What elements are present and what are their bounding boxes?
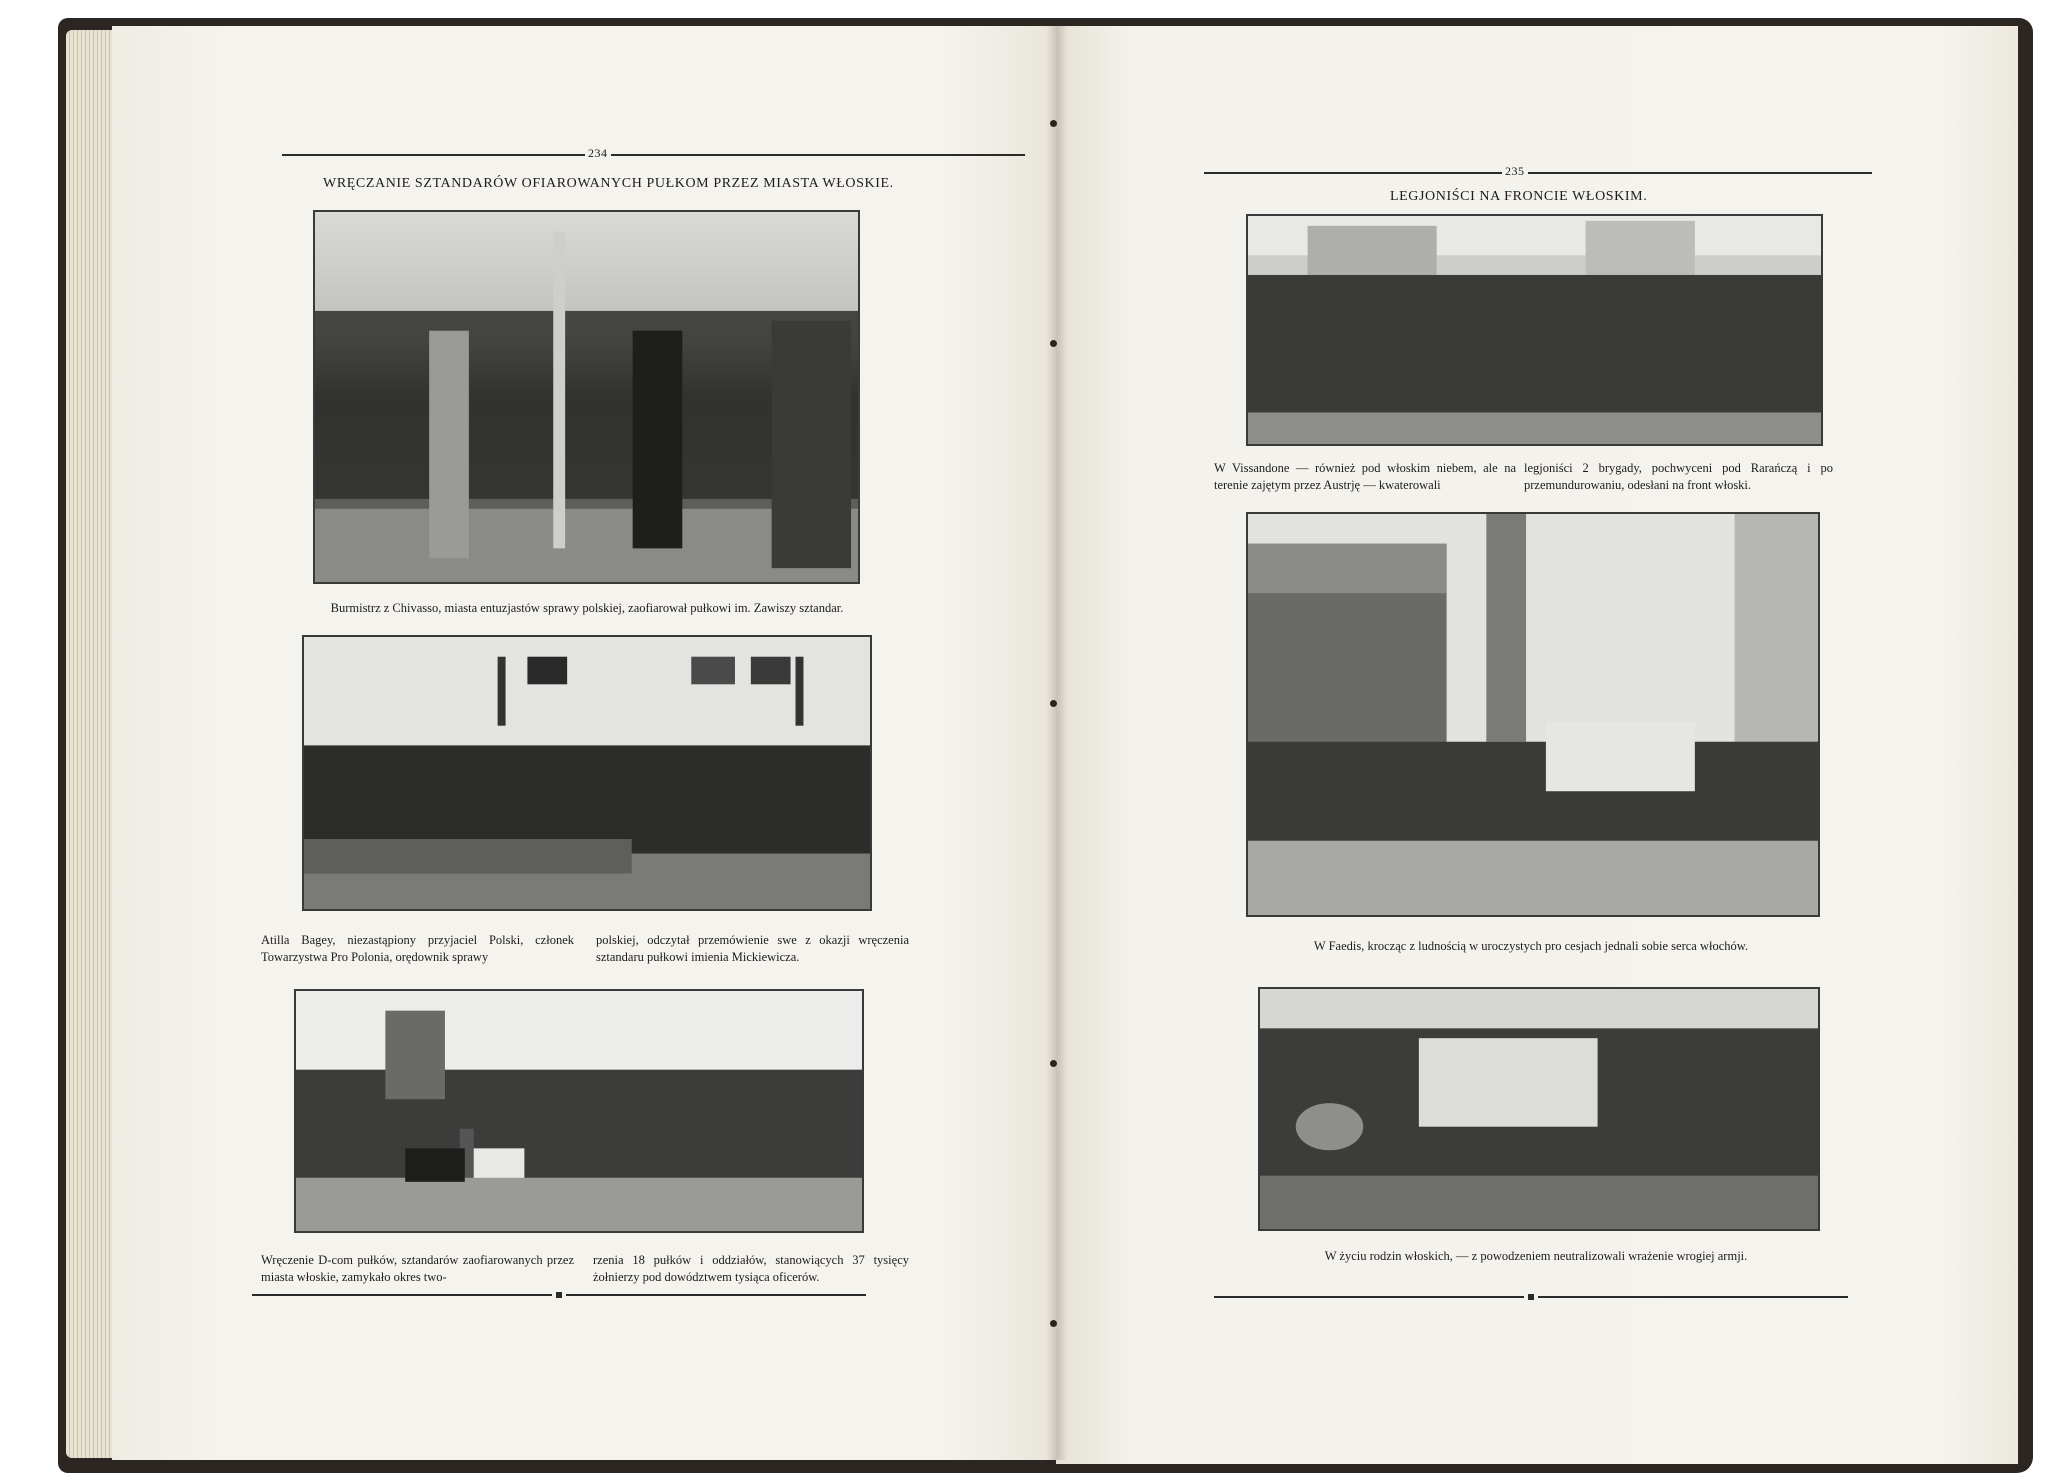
page-heading: WRĘCZANIE SZTANDARÓW OFIAROWANYCH PUŁKOM PRZEZ MIASTA WŁOSKIE.	[323, 176, 894, 191]
footer-ornament	[1528, 1294, 1534, 1300]
photo-speech-mickiewicz	[302, 635, 872, 911]
caption-photo-3-col1: Wręczenie D-com pułków, sztandarów zaofiarowanych przez miasta włoskie, zamykało okres two-	[261, 1253, 574, 1284]
page-number: 235	[1502, 164, 1528, 179]
caption-photo-1-col2: legjoniści 2 brygady, pochwyceni pod Rarańczą i po przemundurowaniu, odesłani na front włoski.	[1524, 461, 1833, 492]
photo-flag-ceremony-chivasso	[313, 210, 860, 584]
photo-standards-presentation	[294, 989, 864, 1233]
book-gutter	[1046, 26, 1068, 1460]
right-page	[1056, 26, 2018, 1464]
left-page	[112, 26, 1056, 1460]
page-heading: LEGJONIŚCI NA FRONCIE WŁOSKIM.	[1390, 189, 1648, 204]
header-rule	[1204, 172, 1872, 174]
photo-procession-faedis	[1246, 512, 1820, 917]
footer-rule-right	[566, 1294, 866, 1296]
binding-stitch	[1050, 120, 1057, 127]
caption-photo-1-col1: W Vissandone — również pod włoskim niebem, ale na terenie zajętym przez Austrję — kwaterowali	[1214, 461, 1516, 492]
photo-italian-family-life	[1258, 987, 1820, 1231]
footer-ornament	[556, 1292, 562, 1298]
binding-stitch	[1050, 1060, 1057, 1067]
photo-legionnaires-vissandone	[1246, 214, 1823, 446]
footer-rule-left	[252, 1294, 552, 1296]
header-rule	[282, 154, 1025, 156]
caption-photo-1: Burmistrz z Chivasso, miasta entuzjastów sprawy polskiej, zaofiarował pułkowi im. Zawiszy sztandar.	[330, 601, 844, 615]
binding-stitch	[1050, 700, 1057, 707]
page-number: 234	[585, 146, 611, 161]
caption-photo-3-col2: rzenia 18 pułków i oddziałów, stanowiących 37 tysięcy żołnierzy pod dowództwem tysiąca oficerów.	[593, 1253, 909, 1284]
page-edges	[66, 30, 116, 1458]
caption-photo-2-col1: Atilla Bagey, niezastąpiony przyjaciel Polski, członek Towarzystwa Pro Polonia, orędownik sprawy	[261, 933, 574, 964]
footer-rule-right	[1538, 1296, 1848, 1298]
binding-stitch	[1050, 1320, 1057, 1327]
caption-photo-3: W życiu rodzin włoskich, — z powodzeniem neutralizowali wrażenie wrogiej armji.	[1324, 1249, 1748, 1263]
footer-rule-left	[1214, 1296, 1524, 1298]
caption-photo-2: W Faedis, krocząc z ludnością w uroczystych pro cesjach jednali sobie serca włochów.	[1313, 939, 1749, 953]
caption-photo-2-col2: polskiej, odczytał przemówienie swe z okazji wręczenia sztandaru pułkowi imienia Mickiewicza.	[596, 933, 909, 964]
binding-stitch	[1050, 340, 1057, 347]
